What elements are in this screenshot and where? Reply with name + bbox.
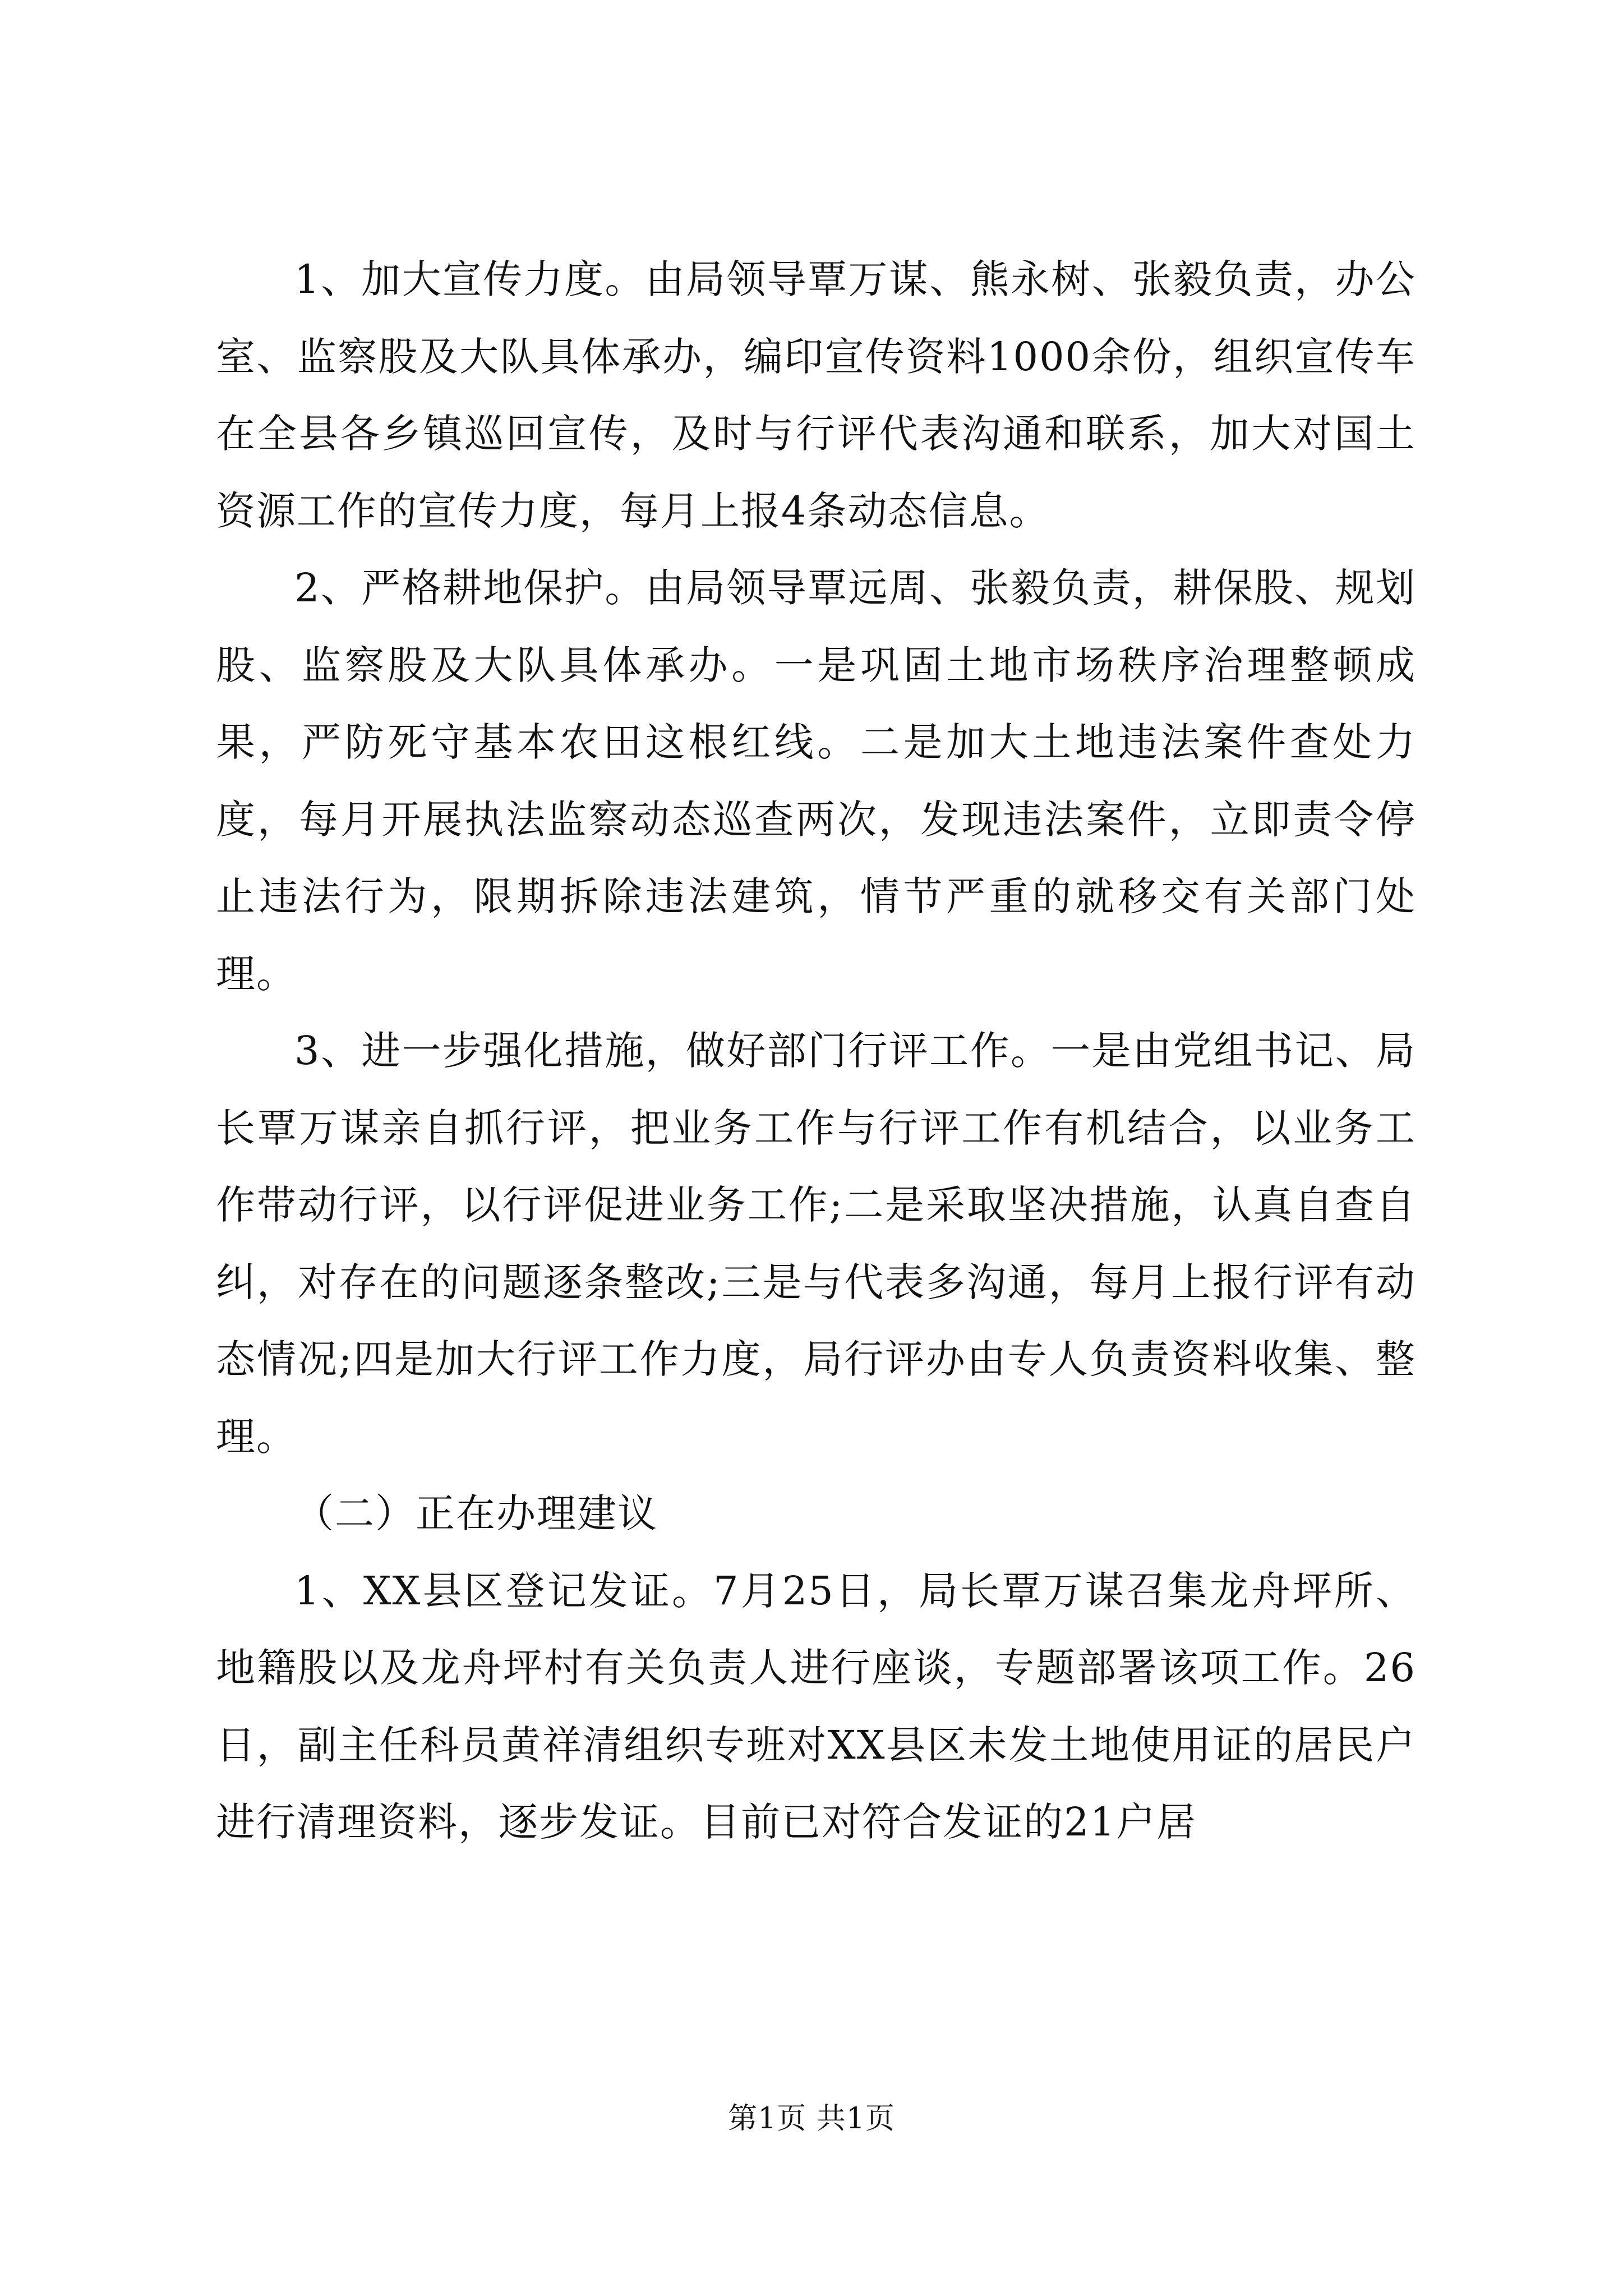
paragraph-publicity: 1、加大宣传力度。由局领导覃万谋、熊永树、张毅负责，办公室、监察股及大队具体承办，编印宣传资料1000余份，组织宣传车在全县各乡镇巡回宣传，及时与行评代表沟通和联系，加大对国土资源工作的宣传力度，每月上报4条动态信息。: [216, 256, 1416, 534]
paragraph-evaluation-measures: 3、进一步强化措施，做好部门行评工作。一是由党组书记、局长覃万谋亲自抓行评，把业务工作与行评工作有机结合，以业务工作带动行评，以行评促进业务工作;二是采取坚决措施，认真自查自纠，对存在的问题逐条整改;三是与代表多沟通，每月上报行评有动态情况;四是加大行评工作力度，局行评办由专人负责资料收集、整理。: [216, 1028, 1416, 1460]
section-heading: （二）正在办理建议: [294, 1490, 658, 1536]
paragraph-registration: 1、XX县区登记发证。7月25日，局长覃万谋召集龙舟坪所、地籍股以及龙舟坪村有关负责人进行座谈，专题部署该项工作。26日，副主任科员黄祥清组织专班对XX县区未发土地使用证的居民户进行清理资料，逐步发证。目前已对符合发证的21户居: [216, 1567, 1416, 1845]
page-footer: 第1页 共1页: [728, 2102, 895, 2136]
document-body: [216, 241, 1416, 1861]
paragraph-farmland-protection: 2、严格耕地保护。由局领导覃远周、张毅负责，耕保股、规划股、监察股及大队具体承办。一是巩固土地市场秩序治理整顿成果，严防死守基本农田这根红线。二是加大土地违法案件查处力度，每月开展执法监察动态巡查两次，发现违法案件，立即责令停止违法行为，限期拆除违法建筑，情节严重的就移交有关部门处理。: [216, 565, 1416, 997]
